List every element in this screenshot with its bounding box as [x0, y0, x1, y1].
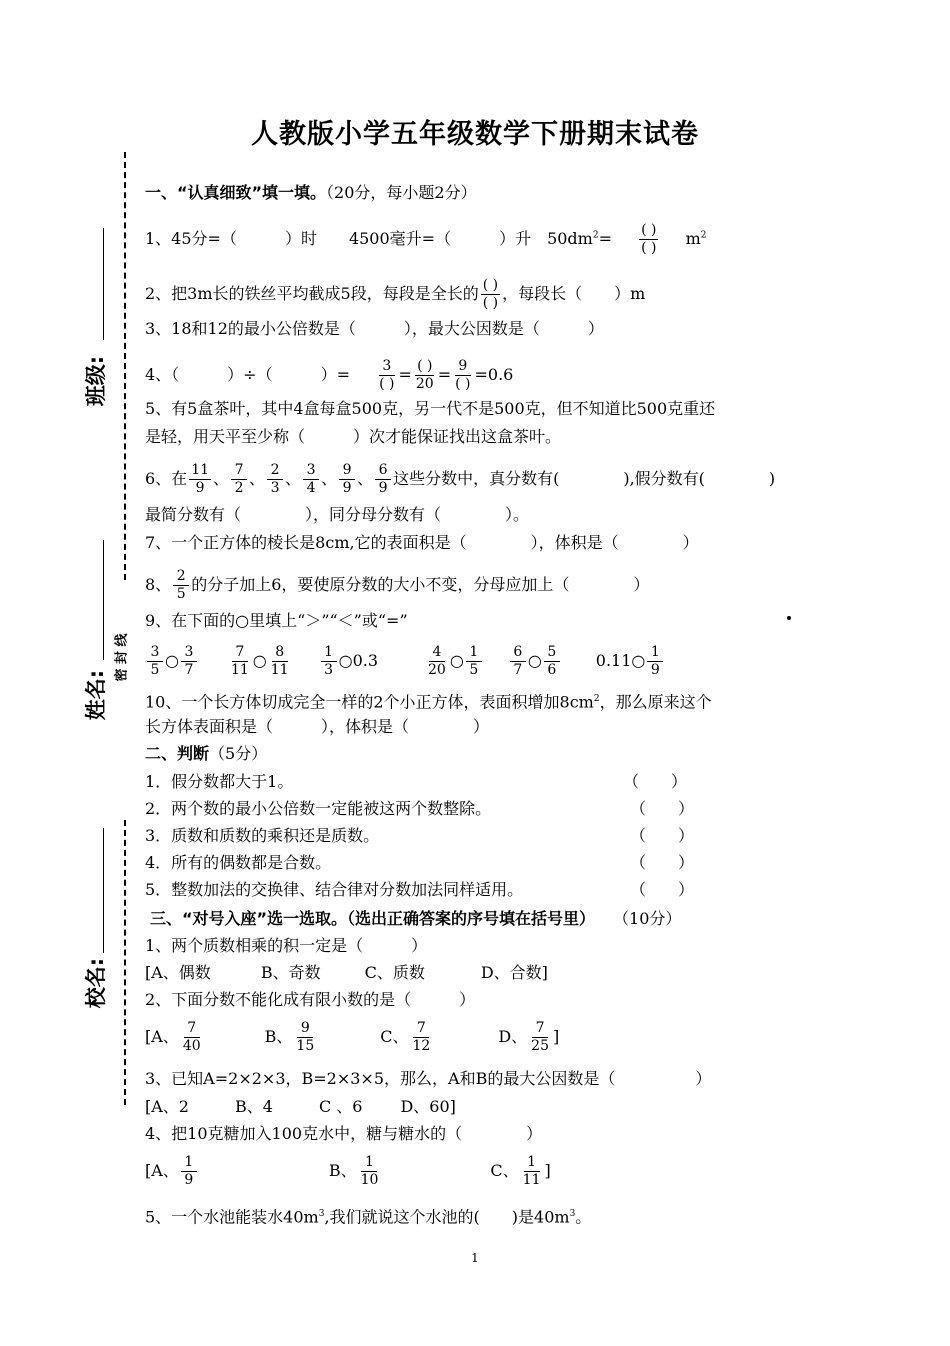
- fraction: $\frac{1}{3}$: [321, 644, 337, 679]
- comparison-pair: [227, 644, 293, 678]
- q1-2-text: 2、把3m长的铁丝平均截成5段，每段是全长的: [145, 284, 479, 303]
- answer-paren: （ ）: [630, 826, 695, 845]
- q1-8: [145, 568, 649, 603]
- school-label: 校名:: [84, 957, 109, 1009]
- binding-dashed-line-bottom: [124, 820, 126, 1105]
- q3-1-options: [A、偶数 B、奇数 C、质数 D、合数]: [145, 963, 548, 982]
- fraction: $\frac{1}{9}$: [181, 1154, 197, 1189]
- q3-3-options: [A、2 B、4 C 、6 D、60]: [145, 1097, 456, 1116]
- section-2-heading: [145, 743, 267, 765]
- fraction: $\frac{1}{10}$: [360, 1154, 379, 1188]
- q1-8-tail: 的分子加上6，要使原分数的大小不变，分母应加上（ ）: [191, 575, 650, 594]
- q1-4-frac-3: 9 ( ): [455, 358, 471, 392]
- option: B、 $\frac{1}{10}$: [328, 1154, 379, 1188]
- fraction: $\frac{6}{7}$: [510, 644, 526, 679]
- q3-4-options: [145, 1154, 551, 1189]
- fraction: $\frac{7}{12}$: [412, 1020, 431, 1054]
- binding-dashed-line-top: [124, 152, 126, 580]
- q1-1-eq: =: [598, 229, 612, 248]
- section-2-score: （5分）: [209, 744, 268, 763]
- q1-2-tail: ，每段长（ ）m: [502, 284, 646, 303]
- compare-circle: ○: [165, 651, 179, 670]
- class-label: 班级:: [84, 355, 109, 407]
- section-2-title: 二、判断: [145, 744, 210, 763]
- page-number: 1: [471, 1251, 479, 1265]
- fraction: $\frac{6}{9}$: [375, 462, 391, 497]
- fraction: $\frac{1}{11}$: [522, 1154, 541, 1188]
- fraction: $\frac{8}{11}$: [270, 644, 289, 678]
- fraction: $\frac{11}{9}$: [191, 462, 210, 496]
- section-1-score: （20分，每小题2分）: [326, 183, 477, 202]
- option: [A、 $\frac{7}{40}$: [145, 1020, 201, 1054]
- judgement-item: 5．整数加法的交换律、结合律对分数加法同样适用。 （ ）: [145, 880, 695, 899]
- answer-paren: （ ）: [630, 799, 695, 818]
- q1-4-text: 4、（ ）÷（ ）=: [145, 365, 350, 384]
- q3-2-options: [145, 1020, 559, 1055]
- q1-10-line-1: 10、一个长方体切成完全一样的2个小正方体，表面积增加$8cm^2$，那么原来这个: [145, 692, 712, 712]
- fraction: $\frac{3}{5}$: [147, 644, 163, 679]
- q1-1-sup: 2: [592, 230, 599, 241]
- section-3-score: （10分）: [621, 909, 682, 928]
- option: [A、 $\frac{1}{9}$: [145, 1161, 199, 1180]
- fraction: $\frac{1}{9}$: [647, 644, 663, 679]
- q1-2-fraction: ( ) ( ): [482, 277, 499, 311]
- fraction: $\frac{3}{7}$: [181, 644, 197, 679]
- fraction: $\frac{7}{25}$: [531, 1020, 549, 1054]
- option: C、 $\frac{7}{12}$: [380, 1020, 431, 1054]
- fraction: $\frac{5}{6}$: [544, 644, 560, 679]
- q1-8-fraction: $\frac{2}{5}$: [173, 568, 189, 603]
- q1-3: 3、18和12的最小公倍数是（ ），最大公因数是（ ）: [145, 319, 604, 338]
- answer-paren: （ ）: [630, 880, 695, 899]
- q1-1-text: 1、45分=（ ）时 4500毫升=（ ）升 50dm: [145, 229, 593, 248]
- q1-2: [145, 277, 645, 312]
- q1-1-unit-sup: 2: [700, 230, 707, 241]
- fraction: $\frac{3}{4}$: [303, 462, 319, 497]
- seal-line-text: 密 封 线: [114, 633, 130, 682]
- fraction: $\frac{9}{9}$: [339, 462, 355, 497]
- q1-5-line-1: 5、有5盒茶叶，其中4盒每盒500克，另一代不是500克，但不知道比500克重还: [145, 399, 716, 418]
- q3-3: 3、已知A=2×2×3，B=2×3×5，那么，A和B的最大公因数是（ ）: [145, 1069, 712, 1088]
- section-3-heading: [150, 908, 681, 930]
- comparison-pair: [508, 644, 562, 678]
- comparison-pair: $\frac{1}{3}$ ○0.3: [319, 651, 378, 670]
- fraction: $\frac{7}{2}$: [231, 462, 247, 497]
- q1-6-tail: 这些分数中，真分数有( ),假分数有( ): [393, 469, 776, 488]
- judgement-item: 1．假分数都大于1。 （ ）: [145, 772, 688, 791]
- compare-circle: ○: [252, 651, 267, 670]
- q1-6-text: 6、在: [145, 469, 188, 488]
- answer-paren: （ ）: [630, 853, 695, 872]
- q3-2: 2、下面分数不能化成有限小数的是（ ）: [145, 990, 476, 1009]
- fraction: $\frac{4}{20}$: [428, 644, 446, 678]
- q1-6: [145, 462, 775, 497]
- q1-8-text: 8、: [145, 575, 172, 594]
- stray-dot: [787, 616, 791, 620]
- q1-4-frac-1: 3 ( ): [379, 358, 395, 392]
- compare-circle: ○: [338, 651, 353, 670]
- section-3-title: 三、“对号入座”选一选取。（选出正确答案的序号填在括号里）: [150, 909, 596, 928]
- q3-4: 4、把10克糖加入100克水中，糖与糖水的（ ）: [145, 1124, 543, 1143]
- name-label: 姓名:: [84, 669, 109, 721]
- q1-5-line-2: 是轻，用天平至少称（ ）次才能保证找出这盒茶叶。: [145, 427, 562, 446]
- q1-4-frac-2: ( ) 20: [415, 358, 434, 392]
- comparison-pair: 0.11○ $\frac{1}{9}$: [596, 651, 666, 670]
- option: D、 $\frac{7}{25}$ ]: [498, 1020, 560, 1054]
- q1-1-unit: m: [685, 229, 701, 248]
- compare-circle: ○: [449, 651, 464, 670]
- compare-circle: ○: [527, 651, 542, 670]
- class-fill-line: [103, 228, 104, 340]
- option: C、 $\frac{1}{11}$ ]: [490, 1154, 551, 1188]
- judgement-item: 3．质数和质数的乘积还是质数。 （ ）: [145, 826, 695, 845]
- answer-paren: （ ）: [623, 772, 688, 791]
- name-fill-line: [103, 540, 104, 660]
- comparison-pair: [145, 644, 199, 678]
- fraction: $\frac{1}{5}$: [466, 644, 482, 679]
- q3-5: 5、一个水池能装水$40m^3$,我们就说这个水池的( )是$40m^3$。: [145, 1207, 592, 1227]
- judgement-item: 4．所有的偶数都是合数。 （ ）: [145, 853, 695, 872]
- option: B、 $\frac{9}{15}$: [264, 1020, 315, 1054]
- fraction: $\frac{7}{40}$: [182, 1020, 201, 1054]
- q1-6-line-2: 最简分数有（ ），同分母分数有（ ）。: [145, 505, 530, 524]
- judgement-item: 2．两个数的最小公倍数一定能被这两个数整除。 （ ）: [145, 799, 695, 818]
- q1-10-text: 10、一个长方体切成完全一样的2个小正方体，表面积增加8cm: [145, 692, 594, 712]
- section-1-heading: [145, 182, 477, 204]
- q1-1-fraction: ( ) ( ): [641, 222, 657, 256]
- q1-7: 7、一个正方体的棱长是8cm,它的表面积是（ ），体积是（ ）: [145, 533, 699, 552]
- section-1-title: 一、“认真细致”填一填。: [145, 183, 327, 202]
- q1-1: [145, 222, 706, 257]
- fraction: $\frac{2}{3}$: [267, 462, 283, 497]
- comparison-pair: [424, 644, 484, 678]
- q1-10-line-2: 长方体表面积是（ ），体积是（ ）: [145, 717, 490, 736]
- fraction: $\frac{7}{11}$: [230, 644, 249, 678]
- school-fill-line: [103, 828, 104, 953]
- q1-9-comparisons: [145, 644, 665, 679]
- page-title: 人教版小学五年级数学下册期末试卷: [251, 119, 699, 150]
- q1-6-fractions: $\frac{11}{9}$ 、 $\frac{7}{2}$ 、 $\frac{2}{3}$ 、 $\frac{3}{4}$ 、 $\frac{9}{9}$ 、 $\frac{6}{9}$: [187, 469, 393, 488]
- q3-1: 1、两个质数相乘的积一定是（ ）: [145, 936, 428, 955]
- fraction: $\frac{9}{15}$: [296, 1020, 315, 1054]
- compare-circle: ○: [631, 651, 646, 670]
- q1-9: 9、在下面的○里填上“＞”“＜”或“=”: [145, 611, 408, 630]
- q1-4: 4、（ ）÷（ ）= 3 ( ) = ( ) 20 = 9 ( ) =0.6: [145, 358, 514, 392]
